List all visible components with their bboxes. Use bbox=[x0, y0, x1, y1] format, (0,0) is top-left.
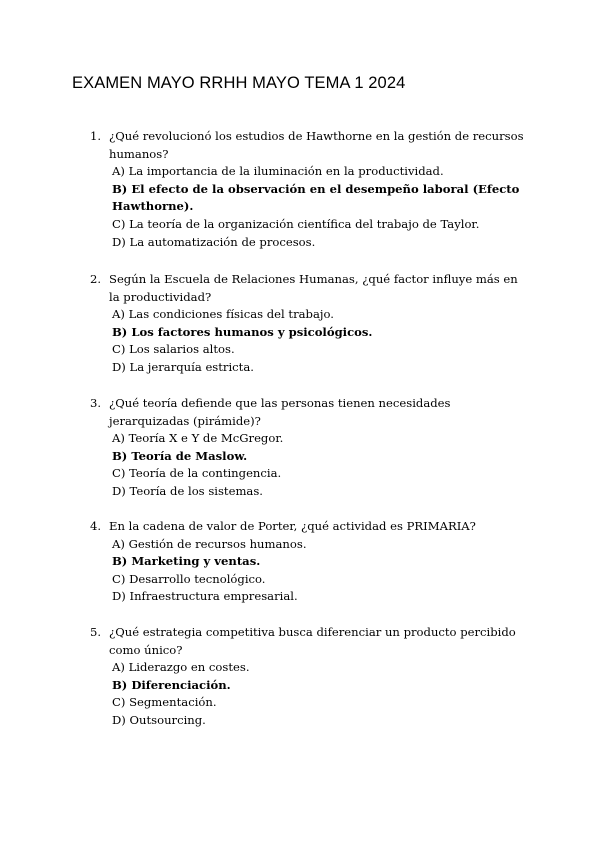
option-b-correct: B) Teoría de Maslow. bbox=[112, 448, 248, 463]
answer-options bbox=[112, 430, 530, 500]
question-text: ¿Qué revolucionó los estudios de Hawthorne en la gestión de recursos humanos? bbox=[109, 129, 524, 161]
question-1 bbox=[90, 128, 530, 251]
option-d: D) La jerarquía estricta. bbox=[112, 359, 254, 374]
option-a: A) Las condiciones físicas del trabajo. bbox=[112, 307, 334, 322]
question-number: 1. bbox=[90, 129, 102, 143]
question-5 bbox=[90, 624, 530, 730]
option-c: C) Segmentación. bbox=[112, 695, 217, 710]
option-c: C) Los salarios altos. bbox=[112, 342, 235, 357]
option-a: A) Liderazgo en costes. bbox=[112, 660, 250, 675]
option-d: D) La automatización de procesos. bbox=[112, 234, 316, 249]
question-text: Según la Escuela de Relaciones Humanas, ¿qué factor influye más en la productividad? bbox=[109, 272, 518, 304]
question-text: ¿Qué estrategia competitiva busca diferenciar un producto percibido como único? bbox=[109, 625, 516, 657]
question-4 bbox=[90, 518, 530, 606]
option-c: C) Desarrollo tecnológico. bbox=[112, 571, 266, 586]
question-number: 3. bbox=[90, 396, 102, 410]
answer-options bbox=[112, 659, 530, 729]
question-2 bbox=[90, 271, 530, 377]
option-d: D) Infraestructura empresarial. bbox=[112, 589, 298, 604]
option-b-correct: B) El efecto de la observación en el desempeño laboral (Efecto Hawthorne). bbox=[112, 181, 520, 214]
question-text: ¿Qué teoría defiende que las personas tienen necesidades jerarquizadas (pirámide)? bbox=[109, 396, 451, 428]
option-d: D) Outsourcing. bbox=[112, 712, 206, 727]
exam-title: EXAMEN MAYO RRHH MAYO TEMA 1 2024 bbox=[72, 74, 406, 92]
option-b-correct: B) Diferenciación. bbox=[112, 677, 231, 692]
question-number: 2. bbox=[90, 272, 102, 286]
question-3 bbox=[90, 395, 530, 501]
option-d: D) Teoría de los sistemas. bbox=[112, 483, 263, 498]
answer-options bbox=[112, 536, 530, 606]
answer-options bbox=[112, 163, 530, 251]
question-number: 4. bbox=[90, 519, 102, 533]
option-a: A) Teoría X e Y de McGregor. bbox=[112, 431, 284, 446]
option-c: C) La teoría de la organización científica del trabajo de Taylor. bbox=[112, 216, 480, 231]
question-text: En la cadena de valor de Porter, ¿qué actividad es PRIMARIA? bbox=[109, 519, 476, 533]
option-a: A) Gestión de recursos humanos. bbox=[112, 536, 307, 551]
option-a: A) La importancia de la iluminación en la productividad. bbox=[112, 164, 444, 179]
question-number: 5. bbox=[90, 625, 102, 639]
option-b-correct: B) Marketing y ventas. bbox=[112, 554, 261, 569]
option-c: C) Teoría de la contingencia. bbox=[112, 466, 282, 481]
option-b-correct: B) Los factores humanos y psicológicos. bbox=[112, 324, 373, 339]
answer-options bbox=[112, 306, 530, 376]
